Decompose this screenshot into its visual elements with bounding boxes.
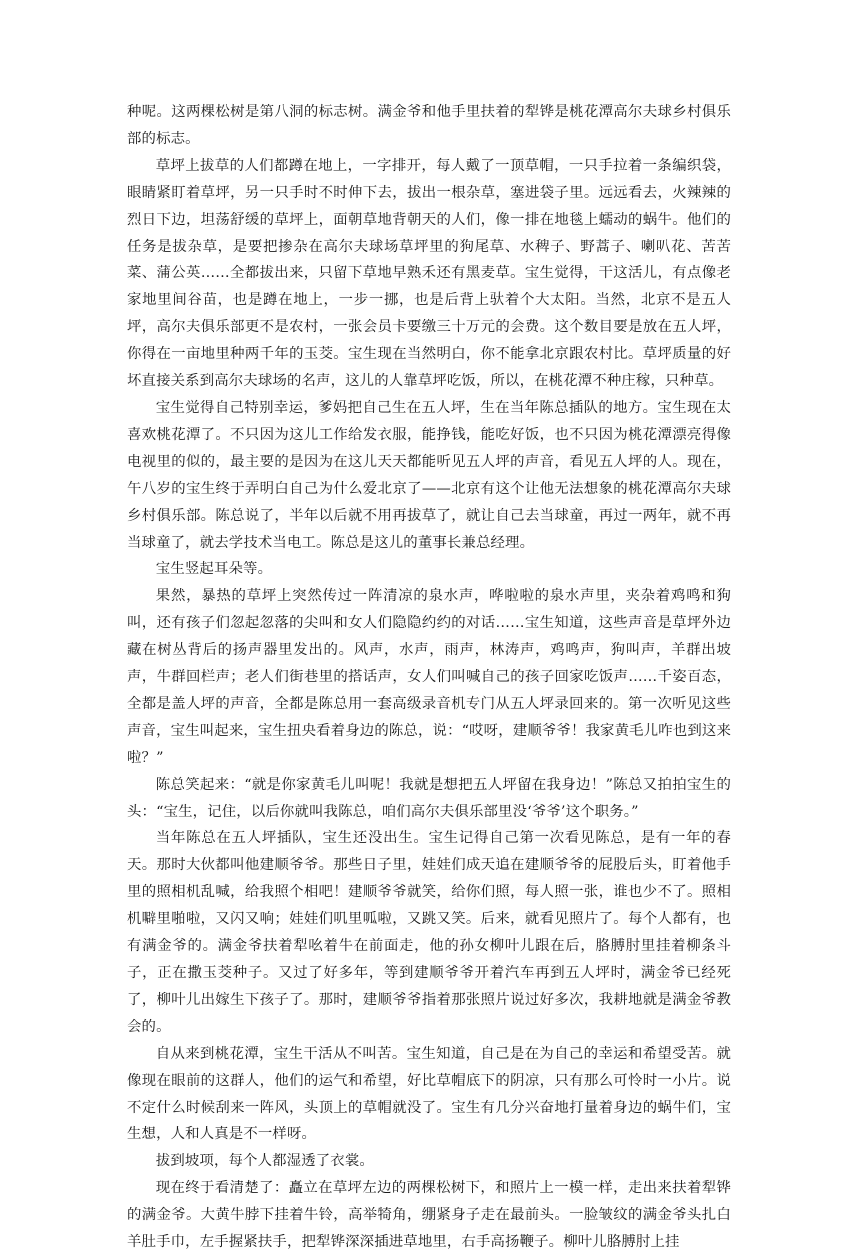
paragraph: 果然，暴热的草坪上突然传过一阵清凉的泉水声，哗啦啦的泉水声里，夹杂着鸡鸣和狗叫，还有孩子们忽起忽落的尖叫和女人们隐隐约约的对话……宝生知道，这些声音是草坪外边藏在树丛背后的扬声器里发出的。风声，水声，雨声，林涛声，鸡鸣声，狗叫声，羊群出坡声，牛群回栏声；老人们街巷里的搭话声，女人们叫喊自己的孩子回家吃饭声……千姿百态，全都是盖人坪的声音，全都是陈总用一套高级录音机专门从五人坪录回来的。第一次听见这些声音，宝生叫起来，宝生扭央看着身边的陈总，说：“哎呀，建顺爷爷！我家黄毛儿咋也到这来啦？” [127, 588, 731, 766]
body-text [127, 99, 731, 1256]
paragraph: 拔到坡项，每个人都湿透了衣裳。 [155, 1153, 374, 1170]
paragraph: 宝生觉得自己特别幸运，爹妈把自己生在五人坪，生在当年陈总插队的地方。宝生现在太喜欢桃花潭了。不只因为这儿工作给发衣服，能挣钱，能吃好饭，也不只因为桃花潭漂亮得像电视里的似的，最主要的是因为在这儿天天都能听见五人坪的声音，看见五人坪的人。现在，午八岁的宝生终于弄明白自己为什么爱北京了——北京有这个让他无法想象的桃花潭高尔夫球乡村俱乐部。陈总说了，半年以后就不用再拔草了，就让自己去当球童，再过一两年，就不再当球童了，就去学技术当电工。陈总是这儿的董事长兼总经理。 [127, 399, 731, 551]
paragraph: 自从来到桃花潭，宝生干活从不叫苦。宝生知道，自己是在为自己的幸运和希望受苦。就像现在眼前的这群人，他们的运气和希望，好比草帽底下的阴凉，只有那么可怜时一小片。说不定什么时候刮来一阵风，头顶上的草帽就没了。宝生有几分兴奋地打量着身边的蜗牛们，宝生想，人和人真是不一样呀。 [127, 1045, 731, 1143]
paragraph: 陈总笑起来：“就是你家黄毛儿叫呢！我就是想把五人坪留在我身边！”陈总又拍拍宝生的头：“宝生，记住，以后你就叫我陈总，咱们高尔夫俱乐部里没‘爷爷’这个职务。” [127, 776, 731, 820]
paragraph: 草坪上拔草的人们都蹲在地上，一字排开，每人戴了一顶草帽，一只手拉着一条编织袋，眼睛紧盯着草坪，另一只手时不时伸下去，拔出一根杂草，塞进袋子里。远远看去，火辣辣的烈日下边，坦荡舒缓的草坪上，面朝草地背朝天的人们，像一排在地毯上蠕动的蜗牛。他们的任务是拔杂草，是要把掺杂在高尔夫球场草坪里的狗尾草、水稗子、野蒿子、喇叭花、苦苦菜、蒲公英……全都拔出来，只留下草地早熟禾还有黑麦草。宝生觉得，干这活儿，有点像老家地里间谷苗，也是蹲在地上，一步一挪，也是后背上驮着个大太阳。当然，北京不是五人坪，高尔夫俱乐部更不是农村，一张会员卡要缴三十万元的会费。这个数目要是放在五人坪，你得在一亩地里种两千年的玉茭。宝生现在当然明白，你不能拿北京跟农村比。草坪质量的好坏直接关系到高尔夫球场的名声，这儿的人靠草坪吃饭，所以，在桃花潭不种庄稼，只种草。 [127, 157, 731, 390]
paragraph: 当年陈总在五人坪插队，宝生还没出生。宝生记得自己第一次看见陈总，是有一年的春天。那时大伙都叫他建顺爷爷。那些日子里，娃娃们成天追在建顺爷爷的屁股后头，盯着他手里的照相机乱喊，给我照个相吧！建顺爷爷就笑，给你们照，每人照一张，谁也少不了。照相机噼里啪啦，又闪又响；娃娃们叽里呱啦，又跳又笑。后来，就看见照片了。每个人都有，也有满金爷的。满金爷扶着犁吆着牛在前面走，他的孙女柳叶儿跟在后，胳膊肘里挂着柳条斗子，正在撒玉茭种子。又过了好多年，等到建顺爷爷开着汽车再到五人坪时，满金爷已经死了，柳叶儿出嫁生下孩子了。那时，建顺爷爷指着那张照片说过好多次，我耕地就是满金爷教会的。 [127, 830, 731, 1035]
paragraph: 现在终于看清楚了：矗立在草坪左边的两棵松树下，和照片上一模一样，走出来扶着犁铧的满金爷。大黄牛脖下挂着牛铃，高举犄角，绷紧身子走在最前头。一脸皱纹的满金爷头扎白羊肚手巾，左手握紧扶手，把犁铧深深插进草地里，右手高扬鞭子。柳叶儿胳膊肘上挂 [127, 1180, 731, 1251]
paragraph: 宝生竖起耳朵等。 [155, 561, 273, 578]
paragraph: 种呢。这两棵松树是第八洞的标志树。满金爷和他手里扶着的犁铧是桃花潭高尔夫球乡村俱乐部的标志。 [127, 104, 731, 147]
